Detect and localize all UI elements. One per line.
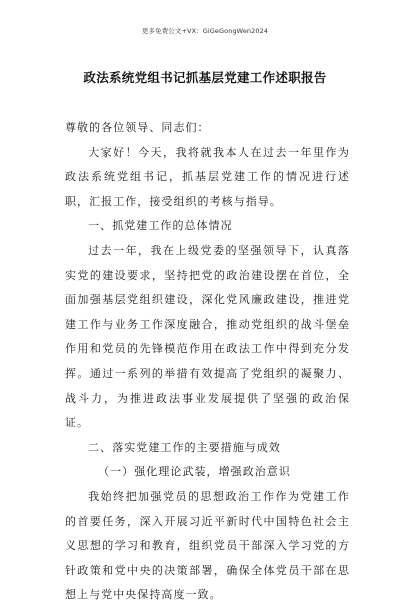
paragraph-theory: 我始终把加强党员的思想政治工作作为党建工作的首要任务，深入开展习近平新时代中国特色社会主义思想的学习和教育，组织党员干部深入学习党的方针政策和党中央的决策部署，确保全体党员干部在思想上与党中央保持高度一致。	[65, 489, 350, 602]
salutation: 尊敬的各位领导、同志们：	[65, 121, 210, 134]
paragraph-greeting: 大家好！今天，我将就我本人在过去一年里作为政法系统党组书记，抓基层党建工作的情况进行述职，汇报工作，接受组织的考核与指导。	[65, 145, 350, 208]
section-heading-1: 一、抓党建工作的总体情况	[88, 219, 233, 233]
section-heading-2: 二、落实党建工作的主要措施与成效	[88, 440, 281, 454]
document-body	[65, 116, 350, 608]
paragraph-overview: 过去一年，我在上级党委的坚强领导下，认真落实党的建设要求，坚持把党的政治建设摆在首位，全面加强基层党组织建设，深化党风廉政建设，推进党建工作与业务工作深度融合，推动党组织的战斗堡垒作用和党员的先锋模范作用在政法工作中得到充分发挥。通过一系列的举措有效提高了党组织的凝聚力、战斗力，为推进政法事业发展提供了坚强的政治保证。	[65, 243, 350, 430]
subsection-heading-1: （一）强化理论武装，增强政治意识	[98, 465, 291, 479]
document-title: 政法系统党组书记抓基层党建工作述职报告	[83, 70, 327, 85]
header-note: 更多免费公文+VX：GiGeGongWen2024	[141, 27, 269, 35]
